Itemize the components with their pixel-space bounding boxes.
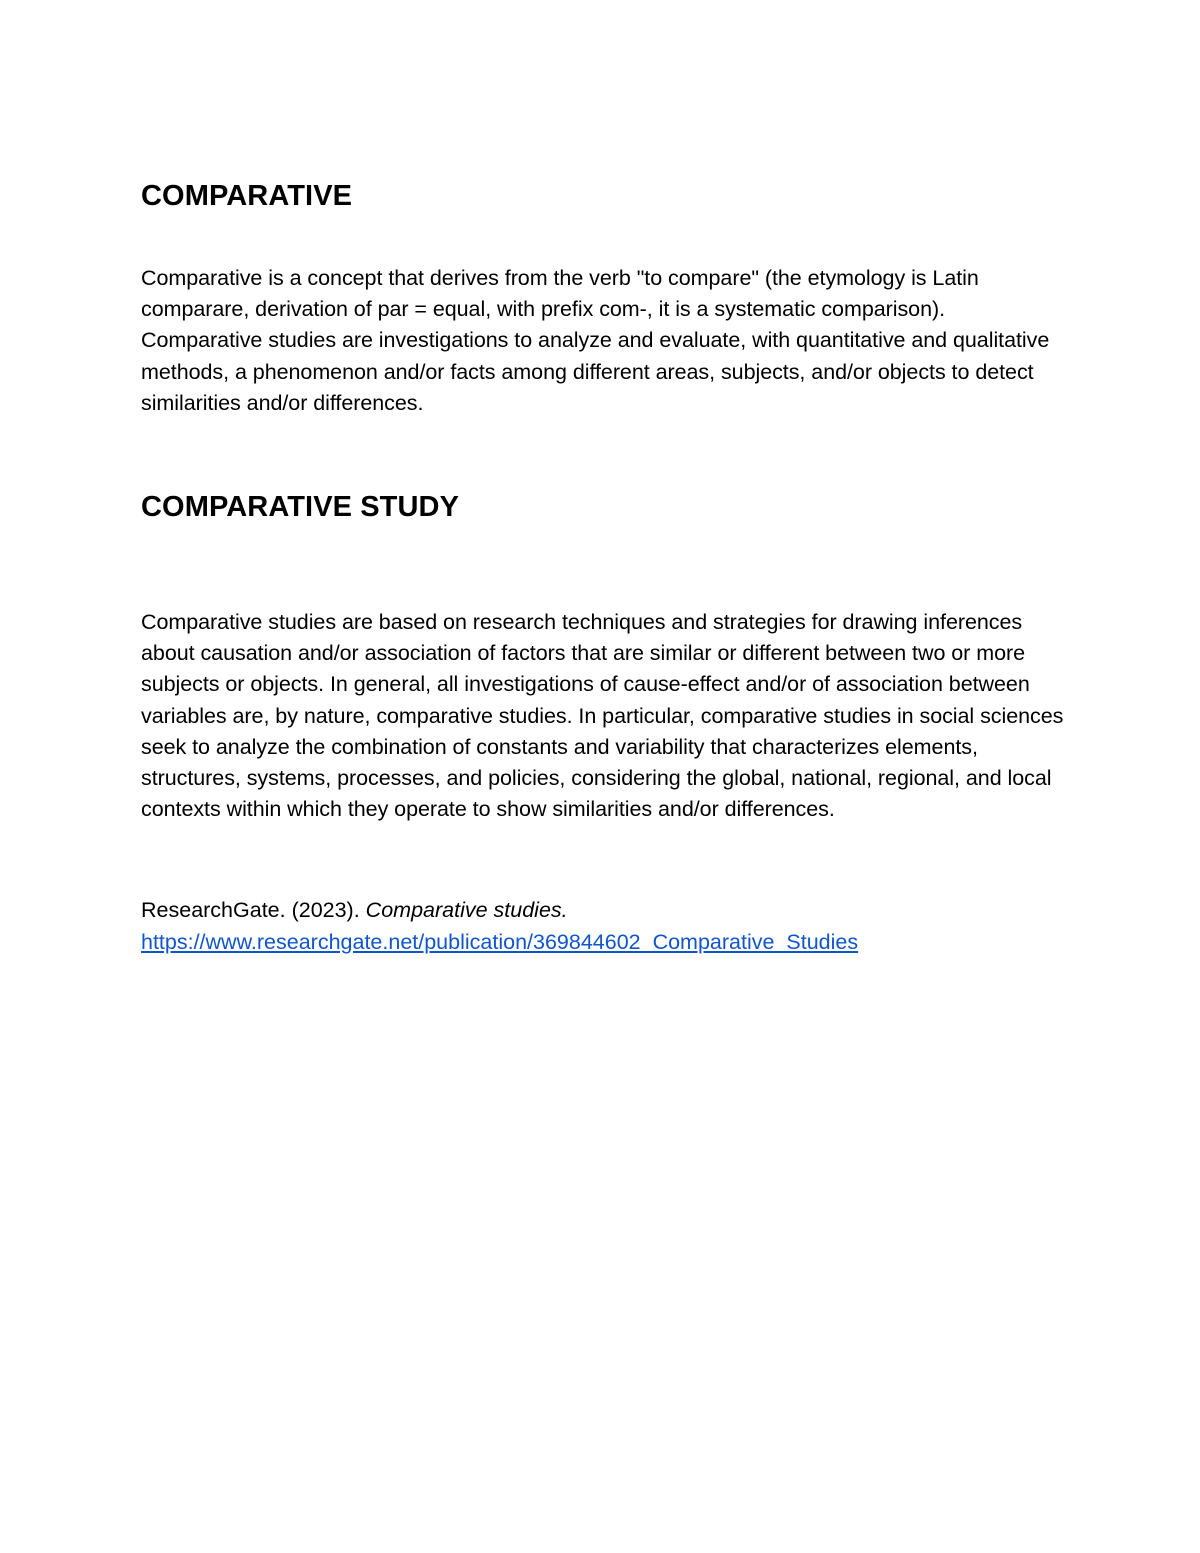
- citation: [141, 895, 1071, 957]
- citation-title: Comparative studies.: [365, 898, 568, 923]
- document-body: [141, 178, 1071, 958]
- section-heading-comparative: COMPARATIVE: [141, 180, 353, 212]
- citation-reference-line: [141, 895, 1071, 926]
- citation-author-year: ResearchGate. (2023).: [141, 898, 366, 923]
- section-heading-comparative-study: COMPARATIVE STUDY: [141, 491, 460, 524]
- citation-url-line: [141, 927, 1071, 958]
- paragraph-comparative-study-definition: Comparative studies are based on research techniques and strategies for drawing inferences about causation and/or association of factors that are similar or different between two or more subjects or objects. In general, all investigations of cause-effect and/or of association between variables are, by nature, comparative studies. In particular, comparative studies in social sciences seek to analyze the combination of constants and variability that characterizes elements, structures, systems, processes, and policies, considering the global, national, regional, and local contexts within which they operate to show similarities and/or differences.: [141, 610, 1064, 822]
- citation-url-link[interactable]: https://www.researchgate.net/publication/369844602_Comparative_Studies: [141, 929, 859, 954]
- paragraph-comparative-definition: Comparative is a concept that derives from the verb "to compare" (the etymology is Latin comparare, derivation of par = equal, with prefix com-, it is a systematic comparison). Comparative studies are investigations to analyze and evaluate, with quantitative and qualitative methods, a phenomenon and/or facts among different areas, subjects, and/or objects to detect similarities and/or differences.: [141, 266, 1050, 415]
